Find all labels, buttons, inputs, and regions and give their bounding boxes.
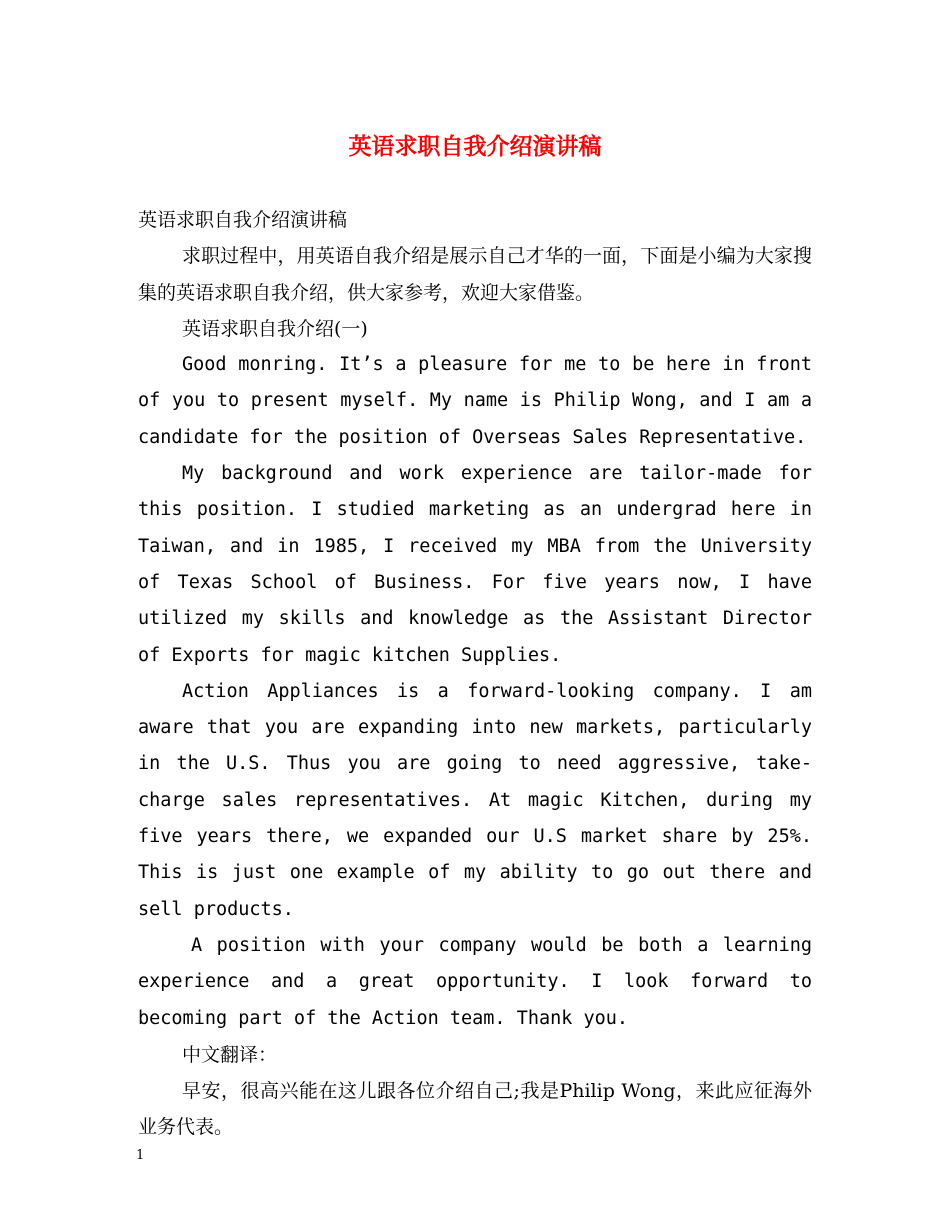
section-heading: 英语求职自我介绍(一) <box>182 317 368 340</box>
english-paragraph-2: My background and work experience are tailor-made for this position. I studied marketing as an undergrad here in Taiwan, and in 1985, I received my MBA from the University of Texas School of Business. For five years now, I have utilized my skills and knowledge as the Assistant Director of Exports for magic kitchen Supplies. <box>138 463 812 666</box>
document-title: 英语求职自我介绍演讲稿 <box>348 133 602 160</box>
page-number: 1 <box>136 1148 145 1163</box>
document-body <box>138 202 812 1146</box>
translation-label: 中文翻译： <box>182 1043 278 1066</box>
english-paragraph-3: Action Appliances is a forward-looking company. I am aware that you are expanding into new markets, particularly in the U.S. Thus you are going to need aggressive, take-charge sales representatives. At magic Kitchen, during my five years there, we expanded our U.S market share by 25%. This is just one example of my ability to go out there and sell products. <box>138 680 812 920</box>
english-paragraph-1: Good monring. It’s a pleasure for me to be here in front of you to present myself. My name is Philip Wong, and I am a candidate for the position of Overseas Sales Representative. <box>138 354 812 448</box>
heading-line: 英语求职自我介绍演讲稿 <box>138 209 348 231</box>
translation-paragraph-1: 早安，很高兴能在这儿跟各位介绍自己;我是Philip Wong，来此应征海外业务代表。 <box>138 1080 812 1139</box>
english-paragraph-4: A position with your company would be both a learning experience and a great opportunity. I look forward to becoming part of the Action team. Thank you. <box>138 934 812 1029</box>
intro-paragraph: 求职过程中，用英语自我介绍是展示自己才华的一面，下面是小编为大家搜集的英语求职自我介绍，供大家参考，欢迎大家借鉴。 <box>138 245 812 304</box>
